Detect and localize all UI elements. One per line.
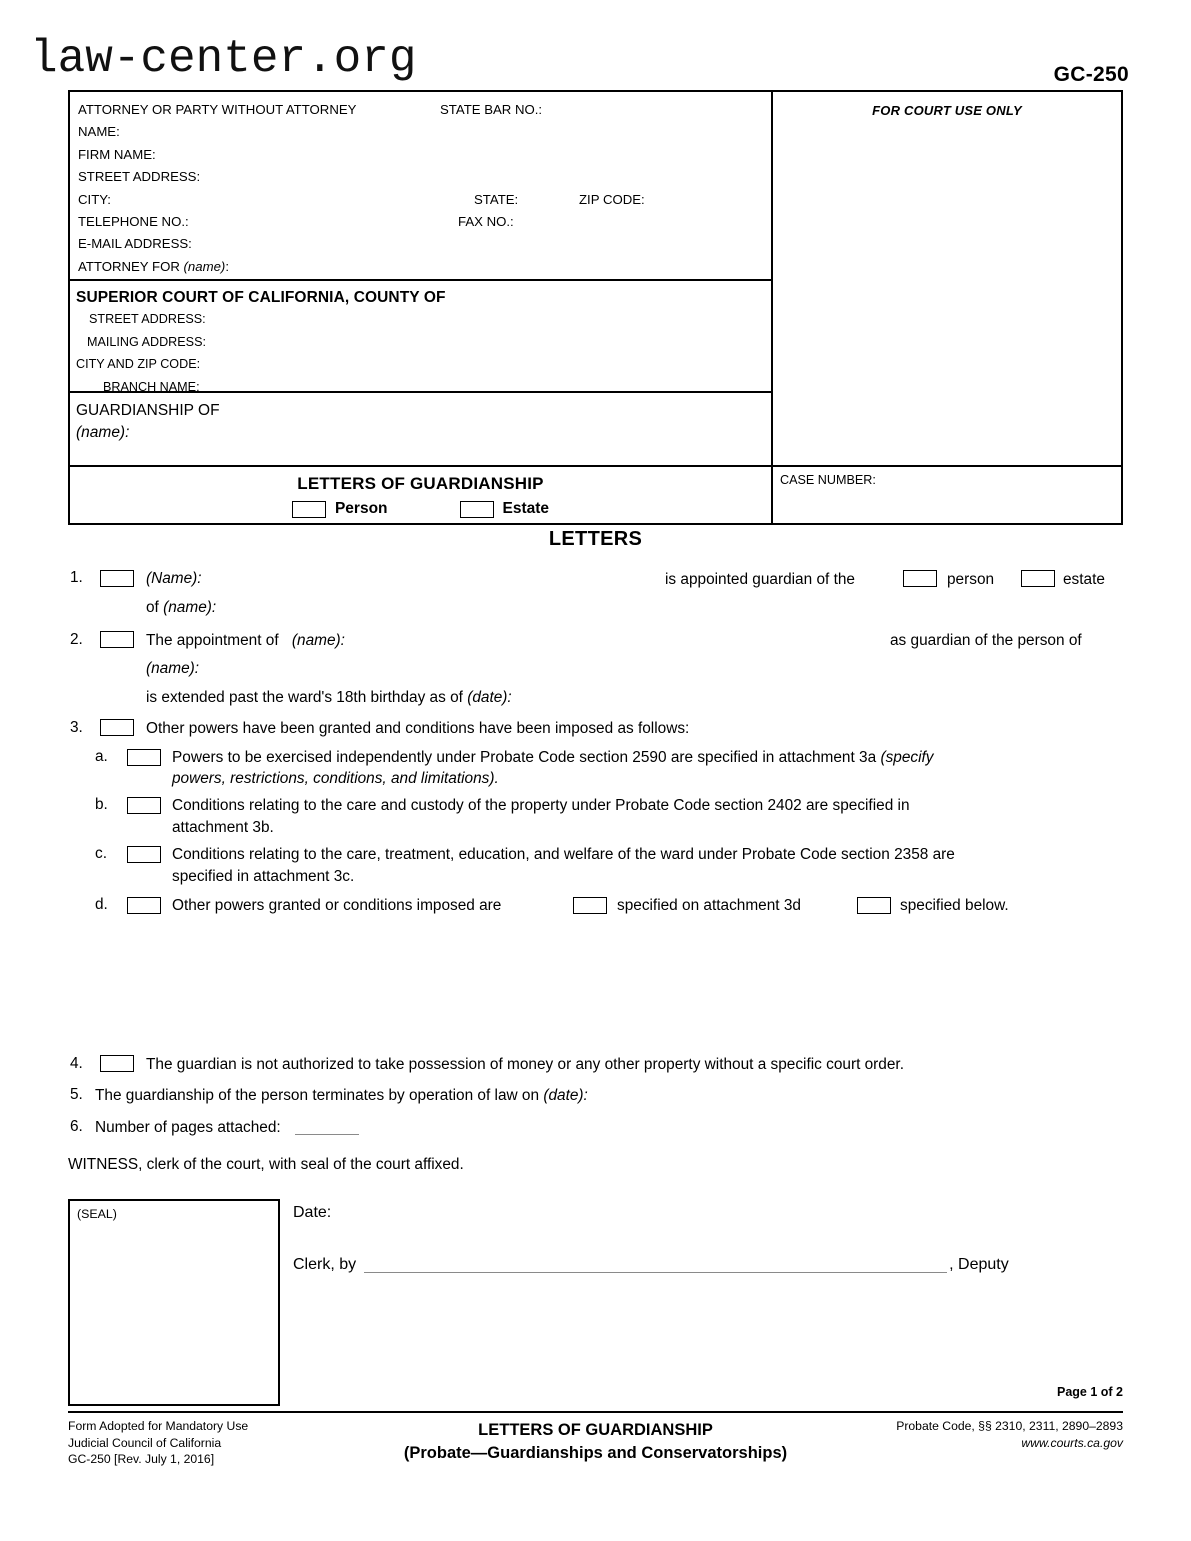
site-brand: law-center.org xyxy=(30,33,417,85)
checkbox-title-person-label: Person xyxy=(334,500,388,517)
item-3a-letter: a. xyxy=(95,748,108,765)
item-1-number: 1. xyxy=(70,569,83,586)
footer-website-url: www.courts.ca.gov xyxy=(1021,1435,1123,1450)
clerk-signature-row xyxy=(293,1256,1009,1274)
item-3d-letter: d. xyxy=(95,896,108,913)
seal-box xyxy=(68,1199,280,1406)
item-2-extended-text: is extended past the ward's 18th birthday as of xyxy=(146,689,463,706)
footer-title-line2: (Probate—Guardianships and Conservatorships) xyxy=(403,1444,788,1462)
checkbox-item-2[interactable] xyxy=(100,631,134,648)
date-label: Date: xyxy=(293,1204,332,1221)
item-3d-text: Other powers granted or conditions imposed are xyxy=(172,897,502,914)
item-1-name-label: (Name): xyxy=(146,570,202,587)
court-street-label: STREET ADDRESS: xyxy=(89,312,206,326)
item-5-text: The guardianship of the person terminates by operation of law on xyxy=(95,1087,540,1104)
checkbox-item-3c[interactable] xyxy=(127,846,161,863)
item-2-date-label: (date): xyxy=(467,689,512,706)
checkbox-title-estate[interactable] xyxy=(460,501,494,518)
state-bar-label: STATE BAR NO.: xyxy=(440,102,543,117)
page-title: LETTERS OF GUARDIANSHIP xyxy=(297,474,544,493)
footer-title-line1: LETTERS OF GUARDIANSHIP xyxy=(478,1421,713,1439)
checkbox-item-3d-below[interactable] xyxy=(857,897,891,914)
checkbox-item-3b[interactable] xyxy=(127,797,161,814)
item-2-as-guardian-text: as guardian of the person of xyxy=(890,632,1082,649)
court-city-zip-label: CITY AND ZIP CODE: xyxy=(76,357,201,371)
form-number: GC-250 xyxy=(1053,63,1129,86)
item-3a-text: Powers to be exercised independently under Probate Code section 2590 are specified in attachment 3a xyxy=(172,749,877,766)
checkbox-title-person[interactable] xyxy=(292,501,326,518)
item-1-of-name-label: of (name): xyxy=(146,599,217,616)
firm-name-label: FIRM NAME: xyxy=(78,146,156,162)
checkbox-item-3d-attachment[interactable] xyxy=(573,897,607,914)
item-3c-letter: c. xyxy=(95,845,107,862)
case-number-cell xyxy=(773,467,1121,523)
letters-heading: LETTERS xyxy=(548,528,643,550)
court-mailing-label: MAILING ADDRESS: xyxy=(87,334,206,349)
checkbox-item-1-estate[interactable] xyxy=(1021,570,1055,587)
item-2-number: 2. xyxy=(70,631,83,648)
item-3a-specify-italic: (specify xyxy=(880,749,934,766)
page-indicator: Page 1 of 2 xyxy=(1057,1385,1123,1399)
clerk-signature-input[interactable] xyxy=(364,1258,947,1273)
item-1-person-label: person xyxy=(947,571,995,588)
email-label: E-MAIL ADDRESS: xyxy=(78,236,192,252)
footer-council-line: Judicial Council of California xyxy=(68,1435,222,1450)
footer xyxy=(68,1418,1123,1488)
attorney-for-label: ATTORNEY FOR (name): xyxy=(78,258,229,274)
footer-adopted-line: Form Adopted for Mandatory Use xyxy=(68,1419,249,1433)
item-3-number: 3. xyxy=(70,719,83,736)
signature-block xyxy=(68,1199,1123,1406)
attorney-block xyxy=(70,92,771,281)
item-3b-letter: b. xyxy=(95,796,108,813)
deputy-label: , Deputy xyxy=(949,1256,1009,1273)
court-block xyxy=(70,281,771,393)
item-3c-text: Conditions relating to the care, treatment, education, and welfare of the ward under Probate Code section 2358 are xyxy=(172,846,955,863)
checkbox-item-4[interactable] xyxy=(100,1055,134,1072)
item-2-name-label-2: (name): xyxy=(146,660,200,677)
item-1-of-name-italic: (name): xyxy=(163,599,217,616)
checkbox-title-estate-label: Estate xyxy=(502,500,550,517)
checkbox-item-3a[interactable] xyxy=(127,749,161,766)
item-3b-text: Conditions relating to the care and custody of the property under Probate Code section 2402 are specified in xyxy=(172,797,910,814)
name-label: NAME: xyxy=(78,124,120,140)
guardianship-of-label: GUARDIANSHIP OF xyxy=(76,402,220,419)
court-branch-label: BRANCH NAME: xyxy=(103,379,200,394)
for-court-use-only-label: FOR COURT USE ONLY xyxy=(872,103,1022,118)
fax-label: FAX NO.: xyxy=(458,213,514,229)
item-1-appointed-text: is appointed guardian of the xyxy=(665,571,855,588)
item-6-number: 6. xyxy=(70,1118,83,1135)
guardianship-name-label: (name): xyxy=(76,424,130,441)
item-5-date-label: (date): xyxy=(543,1087,588,1104)
item-3b-text-line2: attachment 3b. xyxy=(172,819,274,836)
footer-divider xyxy=(68,1411,1123,1413)
item-5-number: 5. xyxy=(70,1086,83,1103)
item-4-number: 4. xyxy=(70,1055,83,1072)
court-use-column xyxy=(773,92,1121,465)
clerk-by-label: Clerk, by xyxy=(293,1256,357,1273)
footer-revision-line: GC-250 [Rev. July 1, 2016] xyxy=(68,1452,215,1466)
city-label: CITY: xyxy=(78,191,111,207)
street-address-label: STREET ADDRESS: xyxy=(78,169,201,185)
item-2-name-label: (name): xyxy=(291,632,345,649)
document-title-block xyxy=(70,467,771,523)
zip-code-label: ZIP CODE: xyxy=(579,191,645,207)
item-3a-text-line2: powers, restrictions, conditions, and limitations). xyxy=(172,770,499,787)
state-label: STATE: xyxy=(474,191,519,207)
court-title: SUPERIOR COURT OF CALIFORNIA, COUNTY OF xyxy=(76,289,446,306)
checkbox-item-3[interactable] xyxy=(100,719,134,736)
attorney-header-label: ATTORNEY OR PARTY WITHOUT ATTORNEY xyxy=(78,102,357,117)
item-3c-text-line2: specified in attachment 3c. xyxy=(172,868,355,885)
pages-attached-input[interactable] xyxy=(295,1121,359,1135)
item-3-lead-text: Other powers have been granted and conditions have been imposed as follows: xyxy=(146,720,690,737)
item-3d-attachment-label: specified on attachment 3d xyxy=(617,897,801,914)
telephone-label: TELEPHONE NO.: xyxy=(78,213,189,229)
item-1-estate-label: estate xyxy=(1063,571,1105,588)
item-4-text: The guardian is not authorized to take possession of money or any other property without a specific court order. xyxy=(146,1056,904,1073)
footer-code-citation: Probate Code, §§ 2310, 2311, 2890–2893 xyxy=(896,1419,1123,1433)
item-2-appointment-text: The appointment of xyxy=(146,632,279,649)
checkbox-item-1[interactable] xyxy=(100,570,134,587)
caption-table xyxy=(68,90,1123,525)
seal-label: (SEAL) xyxy=(77,1207,117,1221)
item-6-text: Number of pages attached: xyxy=(95,1119,281,1136)
item-3d-below-label: specified below. xyxy=(900,897,1009,914)
guardianship-of-block xyxy=(70,393,771,465)
checkbox-item-3d[interactable] xyxy=(127,897,161,914)
footer-right xyxy=(896,1418,1123,1451)
checkbox-item-1-person[interactable] xyxy=(903,570,937,587)
witness-text: WITNESS, clerk of the court, with seal of the court affixed. xyxy=(68,1156,464,1173)
case-number-label: CASE NUMBER: xyxy=(780,473,876,487)
